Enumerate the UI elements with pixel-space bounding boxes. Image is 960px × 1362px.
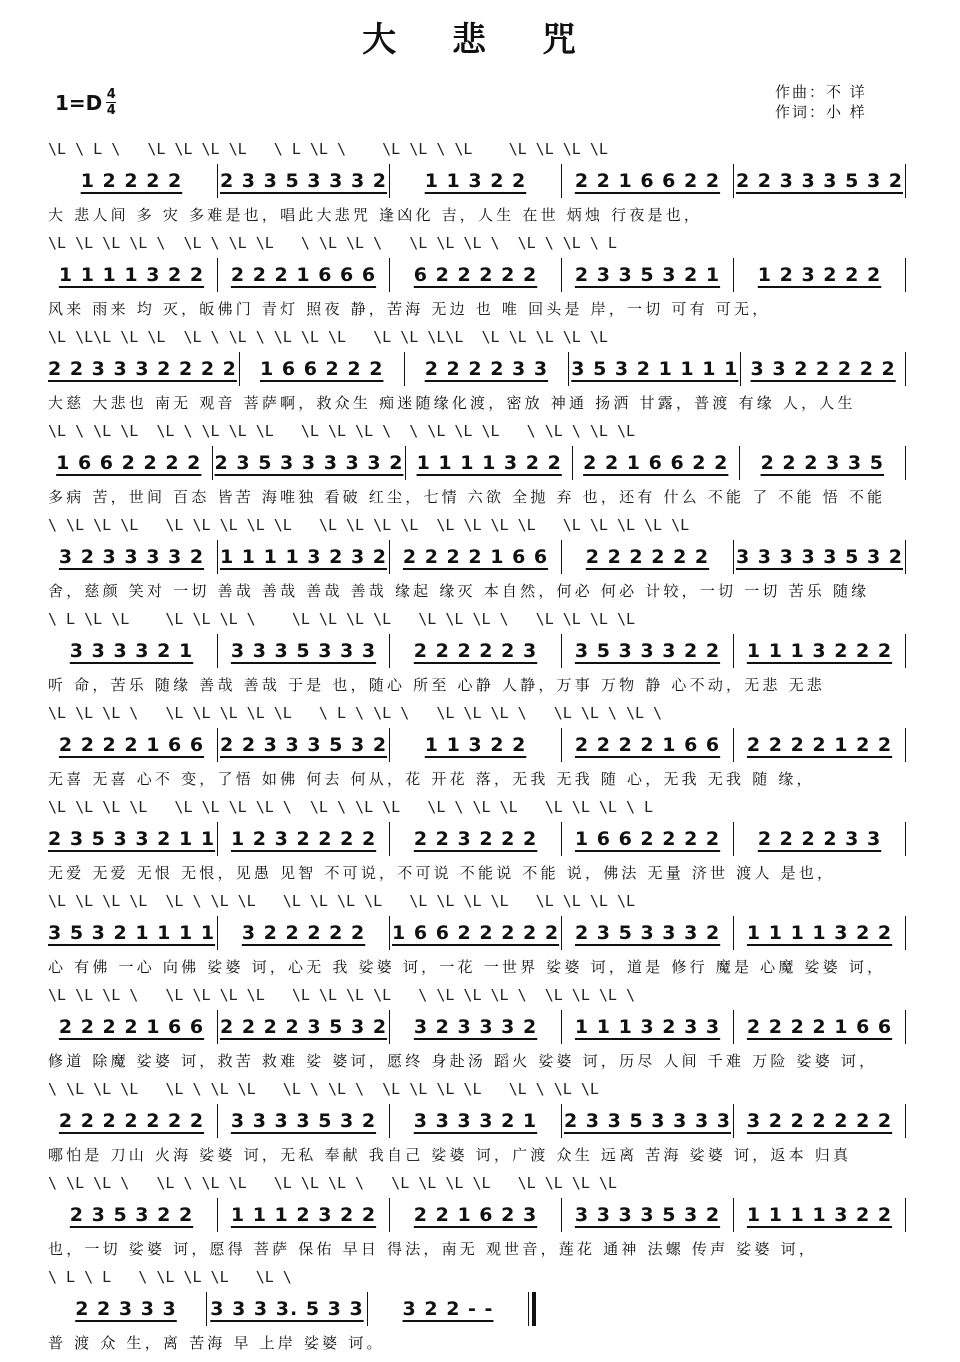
measure: 2 2 2 1 6 6 6 xyxy=(230,264,377,286)
barline xyxy=(561,1010,562,1044)
barline xyxy=(733,634,734,668)
measure: 1 6 6 2 2 2 2 2 xyxy=(392,922,560,944)
barline xyxy=(217,728,218,762)
notes-row xyxy=(48,728,908,762)
stroke-marks: \L \L \L \ \L \L \L \L \L \ L \ \L \ \L \L \L \ \L \L \ \L \ xyxy=(48,704,663,720)
stroke-marks: \ \L \L \ \L \ \L \L \L \L \L \ \L \L \L \L \L \L \L \L xyxy=(48,1174,617,1190)
measure: 1 2 3 2 2 2 2 xyxy=(230,828,377,850)
measure: 3 3 3 3. 5 3 3 xyxy=(210,1298,364,1320)
lyrics-line: 修道 除魔 娑婆 诃，救苦 救难 娑 婆诃，愿终 身赴汤 蹈火 娑婆 诃，历尽 人间 千难 万险 娑婆 诃， xyxy=(48,1052,878,1070)
lyrics-line: 风来 雨来 均 灭，皈佛门 青灯 照夜 静，苦海 无边 也 唯 回头是 岸，一切 可有 可无， xyxy=(48,300,771,318)
barline xyxy=(739,446,740,480)
barline xyxy=(733,1010,734,1044)
measure: 2 2 3 3 3 2 2 2 2 xyxy=(48,358,237,380)
score-system xyxy=(48,1080,908,1174)
notes-row xyxy=(48,1198,908,1232)
stroke-marks: \L \L \L \L \ \L \ \L \L \ \L \L \ \L \L \L \ \L \ \L \ L xyxy=(48,234,617,250)
barline xyxy=(572,446,573,480)
barline xyxy=(217,258,218,292)
barline xyxy=(528,1292,536,1326)
measure: 1 2 3 2 2 2 xyxy=(757,264,882,286)
measure: 2 2 3 2 2 2 xyxy=(413,828,538,850)
barline xyxy=(740,352,741,386)
barline xyxy=(217,164,218,198)
measure: 2 2 1 6 6 2 2 xyxy=(574,170,721,192)
measure: 2 2 2 2 1 2 2 xyxy=(746,734,893,756)
barline xyxy=(905,728,906,762)
measure: 2 2 2 2 1 6 6 xyxy=(402,546,549,568)
barline xyxy=(905,916,906,950)
barline xyxy=(733,258,734,292)
notes-row xyxy=(48,634,908,668)
measure: 2 2 3 3 3 5 3 2 xyxy=(219,734,388,756)
time-signature-top: 4 xyxy=(106,87,116,102)
barline xyxy=(905,822,906,856)
measure: 2 3 3 5 3 2 1 xyxy=(574,264,721,286)
barline xyxy=(561,1198,562,1232)
stroke-marks: \ L \ L \ \L \L \L \L \ xyxy=(48,1268,292,1284)
barline xyxy=(389,1010,390,1044)
barline xyxy=(239,352,240,386)
barline xyxy=(733,1104,734,1138)
measure: 2 2 2 2 2 2 xyxy=(585,546,710,568)
barline xyxy=(561,540,562,574)
stroke-marks: \L \ \L \L \L \ \L \L \L \L \L \L \ \ \L \L \L \ \L \ \L \L xyxy=(48,422,635,438)
stroke-marks: \ \L \L \L \L \ \L \L \L \ \L \ \L \L \L \L \L \ \L \L xyxy=(48,1080,599,1096)
stroke-marks: \ \L \L \L \L \L \L \L \L \L \L \L \L \L \L \L \L \L \L \L \L \L xyxy=(48,516,690,532)
measure: 1 1 1 1 3 2 3 2 xyxy=(219,546,388,568)
song-title: 大 悲 咒 xyxy=(362,20,598,60)
measure: 2 2 1 6 6 2 2 xyxy=(583,452,729,474)
credits xyxy=(775,82,867,122)
barline xyxy=(389,822,390,856)
measure: 2 3 3 5 3 3 3 3 xyxy=(563,1110,732,1132)
measure: 1 6 6 2 2 2 2 xyxy=(574,828,721,850)
barline xyxy=(905,634,906,668)
measure: 6 2 2 2 2 2 xyxy=(413,264,538,286)
lyricist-credit: 作词：小 样 xyxy=(775,103,867,121)
lyrics-line: 听 命，苦乐 随缘 善哉 善哉 于是 也，随心 所至 心静 人静，万事 万物 静 心不动，无悲 无悲 xyxy=(48,676,825,694)
measure: 3 3 2 2 2 2 2 xyxy=(750,358,896,380)
lyrics-line: 多病 苦，世间 百态 皆苦 海唯独 看破 红尘，七情 六欲 全抛 弃 也，还有 什么 不能 了 不能 悟 不能 xyxy=(48,488,886,506)
key-label: 1=D xyxy=(55,90,103,115)
barline xyxy=(905,352,906,386)
lyrics-line: 无爱 无爱 无恨 无恨，见愚 见智 不可说，不可说 不能说 不能 说，佛法 无量 济世 渡人 是也， xyxy=(48,864,836,882)
barline xyxy=(389,1104,390,1138)
barline xyxy=(389,540,390,574)
measure: 1 1 1 1 3 2 2 xyxy=(58,264,205,286)
measure: 3 5 3 3 3 2 2 xyxy=(574,640,721,662)
barline xyxy=(389,1198,390,1232)
score xyxy=(48,140,908,1362)
stroke-marks: \L \L\L \L \L \L \ \L \ \L \L \L \L \L \L\L \L \L \L \L \L xyxy=(48,328,608,344)
barline xyxy=(389,258,390,292)
notes-row xyxy=(48,822,908,856)
measure: 2 2 2 2 1 6 6 xyxy=(58,1016,205,1038)
barline xyxy=(389,916,390,950)
measure: 2 2 2 2 1 6 6 xyxy=(58,734,205,756)
measure: 2 3 5 3 3 3 3 3 2 xyxy=(214,452,404,474)
lyrics-line: 无喜 无喜 心不 变，了悟 如佛 何去 何从，花 开花 落，无我 无我 随 心，无我 无我 随 缘， xyxy=(48,770,815,788)
measure: 1 1 3 2 2 xyxy=(424,170,527,192)
barline xyxy=(905,164,906,198)
measure: 2 2 2 2 2 3 xyxy=(413,640,538,662)
score-system xyxy=(48,140,908,234)
score-system xyxy=(48,892,908,986)
barline xyxy=(212,446,213,480)
lyrics-line: 哪怕是 刀山 火海 娑婆 诃，无私 奉献 我自己 娑婆 诃，广渡 众生 远离 苦海 娑婆 诃，返本 归真 xyxy=(48,1146,852,1164)
measure: 1 1 1 1 3 2 2 xyxy=(746,922,893,944)
key-signature xyxy=(55,88,116,117)
measure: 3 3 3 3 2 1 xyxy=(413,1110,538,1132)
barline xyxy=(561,822,562,856)
score-system xyxy=(48,328,908,422)
barline xyxy=(733,728,734,762)
measure: 1 1 1 3 2 2 2 xyxy=(746,640,893,662)
measure: 2 2 2 3 3 5 xyxy=(760,452,884,474)
lyrics-line: 心 有佛 一心 向佛 娑婆 诃，心无 我 娑婆 诃，一花 一世界 娑婆 诃，道是 修行 魔是 心魔 娑婆 诃， xyxy=(48,958,886,976)
notes-row xyxy=(48,916,908,950)
measure: 2 2 3 3 3 5 3 2 xyxy=(735,170,904,192)
measure: 2 2 2 2 3 3 xyxy=(424,358,549,380)
measure: 2 2 2 2 2 2 2 xyxy=(58,1110,205,1132)
score-system xyxy=(48,704,908,798)
notes-row xyxy=(48,1010,908,1044)
measure: 1 1 1 1 3 2 2 xyxy=(746,1204,893,1226)
barline xyxy=(561,1104,562,1138)
notes-row xyxy=(48,352,908,386)
lyrics-line: 也，一切 娑婆 诃，愿得 菩萨 保佑 早日 得法，南无 观世音，莲花 通神 法螺 传声 娑婆 诃， xyxy=(48,1240,818,1258)
barline xyxy=(568,352,569,386)
barline xyxy=(905,258,906,292)
lyrics-line: 大慈 大悲也 南无 观音 菩萨啊，救众生 痴迷随缘化渡，密放 神通 扬洒 甘露，普渡 有缘 人，人生 xyxy=(48,394,856,412)
barline xyxy=(389,728,390,762)
barline xyxy=(905,1198,906,1232)
measure: 2 2 2 2 1 6 6 xyxy=(574,734,721,756)
barline xyxy=(561,258,562,292)
barline xyxy=(217,822,218,856)
barline xyxy=(733,540,734,574)
measure: 1 1 3 2 2 xyxy=(424,734,527,756)
measure: 2 3 5 3 3 3 2 xyxy=(574,922,721,944)
notes-row xyxy=(48,258,908,292)
measure: 2 2 2 2 3 5 3 2 xyxy=(219,1016,388,1038)
barline xyxy=(561,728,562,762)
measure: 3 5 3 2 1 1 1 1 xyxy=(48,922,216,944)
barline xyxy=(733,916,734,950)
composer-credit: 作曲：不 详 xyxy=(775,83,867,101)
barline xyxy=(206,1292,207,1326)
barline xyxy=(733,822,734,856)
score-system xyxy=(48,1174,908,1268)
notes-row xyxy=(48,164,908,198)
barline xyxy=(389,164,390,198)
stroke-marks: \L \L \L \ \L \L \L \L \L \L \L \L \ \L \L \L \ \L \L \L \ xyxy=(48,986,635,1002)
score-system xyxy=(48,610,908,704)
barline xyxy=(217,1198,218,1232)
notes-row xyxy=(48,1104,908,1138)
measure: 2 2 1 6 2 3 xyxy=(413,1204,538,1226)
barline xyxy=(905,540,906,574)
measure: 2 2 2 2 3 3 xyxy=(757,828,882,850)
barline xyxy=(217,916,218,950)
score-system xyxy=(48,516,908,610)
score-system xyxy=(48,422,908,516)
measure: 3 3 3 3 5 3 2 xyxy=(574,1204,721,1226)
measure: 2 3 5 3 3 2 1 1 xyxy=(48,828,216,850)
score-system xyxy=(48,234,908,328)
barline xyxy=(367,1292,368,1326)
notes-row xyxy=(48,540,908,574)
measure: 1 1 1 3 2 3 3 xyxy=(574,1016,721,1038)
measure: 3 3 3 5 3 3 3 xyxy=(230,640,377,662)
barline xyxy=(905,446,906,480)
stroke-marks: \L \ L \ \L \L \L \L \ L \L \ \L \L \ \L \L \L \L \L xyxy=(48,140,608,156)
barline xyxy=(389,634,390,668)
measure: 2 2 2 2 1 6 6 xyxy=(746,1016,893,1038)
barline xyxy=(905,1010,906,1044)
measure: 1 1 1 2 3 2 2 xyxy=(230,1204,377,1226)
time-signature xyxy=(106,88,116,117)
lyrics-line: 舍，慈颜 笑对 一切 善哉 善哉 善哉 善哉 缘起 缘灭 本自然，何必 何必 计较，一切 一切 苦乐 随缘 xyxy=(48,582,870,600)
measure: 3 5 3 2 1 1 1 1 xyxy=(571,358,739,380)
measure: 2 3 3 5 3 3 3 2 xyxy=(219,170,388,192)
measure: 3 3 3 3 5 3 2 xyxy=(230,1110,377,1132)
time-signature-bottom: 4 xyxy=(106,103,116,118)
measure: 3 2 2 - - xyxy=(402,1298,494,1320)
barline xyxy=(733,164,734,198)
barline xyxy=(217,1104,218,1138)
barline xyxy=(217,1010,218,1044)
measure: 1 1 1 1 3 2 2 xyxy=(416,452,562,474)
barline xyxy=(405,446,406,480)
barline xyxy=(733,1198,734,1232)
barline xyxy=(561,634,562,668)
measure: 3 2 2 2 2 2 2 xyxy=(746,1110,893,1132)
measure: 2 3 5 3 2 2 xyxy=(69,1204,194,1226)
score-system xyxy=(48,798,908,892)
measure: 3 2 3 3 3 3 2 xyxy=(58,546,205,568)
barline xyxy=(561,916,562,950)
measure: 1 6 6 2 2 2 2 xyxy=(56,452,202,474)
measure: 2 2 3 3 3 xyxy=(75,1298,177,1320)
score-system xyxy=(48,986,908,1080)
barline xyxy=(217,540,218,574)
measure: 3 2 2 2 2 2 xyxy=(241,922,366,944)
barline xyxy=(561,164,562,198)
barline xyxy=(404,352,405,386)
measure: 3 3 3 3 3 5 3 2 xyxy=(735,546,904,568)
barline xyxy=(217,634,218,668)
measure: 3 2 3 3 3 2 xyxy=(413,1016,538,1038)
notes-row xyxy=(48,446,908,480)
stroke-marks: \L \L \L \L \L \L \L \L \ \L \ \L \L \L \ \L \L \L \L \L \ L xyxy=(48,798,654,814)
notes-row xyxy=(48,1292,538,1326)
measure: 1 2 2 2 2 xyxy=(80,170,183,192)
stroke-marks: \L \L \L \L \L \ \L \L \L \L \L \L \L \L \L \L \L \L \L \L xyxy=(48,892,635,908)
barline xyxy=(905,1104,906,1138)
lyrics-line: 普 渡 众 生，离 苦海 早 上岸 娑婆 诃。 xyxy=(48,1334,385,1352)
measure: 3 3 3 3 2 1 xyxy=(69,640,194,662)
score-system xyxy=(48,1268,908,1362)
measure: 1 6 6 2 2 2 xyxy=(260,358,384,380)
stroke-marks: \ L \L \L \L \L \L \ \L \L \L \L \L \L \L \ \L \L \L \L xyxy=(48,610,635,626)
lyrics-line: 大 悲人间 多 灾 多难是也，唱此大悲咒 逢凶化 吉，人生 在世 炳烛 行夜是也， xyxy=(48,206,703,224)
